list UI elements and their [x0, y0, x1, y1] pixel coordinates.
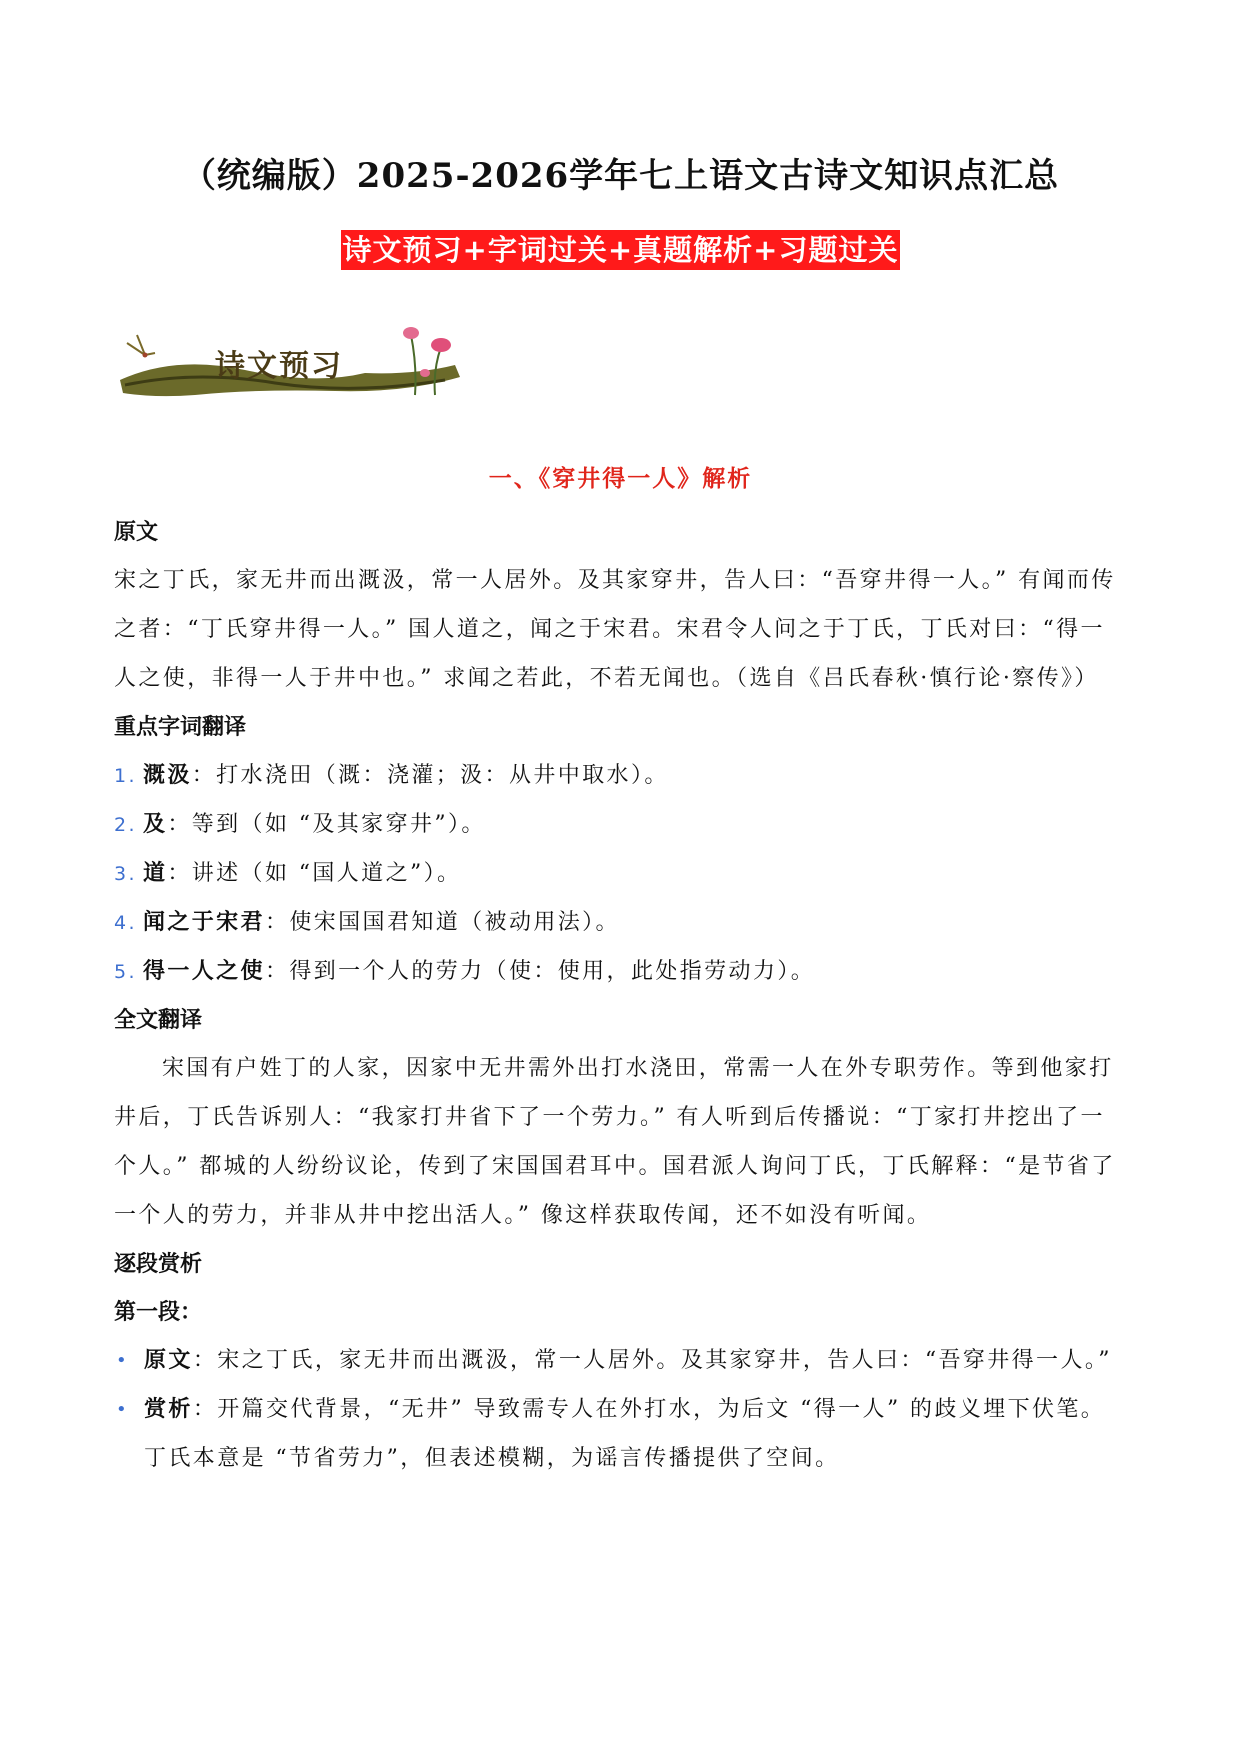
- vocab-item: [114, 898, 1129, 947]
- page-title: （统编版）2025-2026学年七上语文古诗文知识点汇总: [181, 156, 1060, 196]
- list-number: 3.: [114, 863, 137, 885]
- analysis-desc: ：开篇交代背景，“无井” 导致需专人在外打水，为后文 “得一人” 的歧义埋下伏笔。丁氏本意是 “节省劳力”，但表述模糊，为谣言传播提供了空间。: [144, 1397, 1106, 1471]
- bullet-icon: •: [116, 1350, 130, 1371]
- vocab-desc: ：打水浇田（溉：浇灌；汲：从井中取水）。: [191, 763, 669, 788]
- section-heading: 一、《穿井得一人》解析: [488, 465, 753, 492]
- subtitle-row: [0, 230, 1241, 270]
- vocab-term: 得一人之使: [142, 958, 265, 984]
- content-body: [114, 508, 1129, 1483]
- page-subtitle: 诗文预习+字词过关+真题解析+习题过关: [341, 230, 901, 270]
- original-heading: 原文: [114, 519, 159, 545]
- original-text: 宋之丁氏，家无井而出溉汲，常一人居外。及其家穿井，告人曰：“吾穿井得一人。” 有闻而传之者：“丁氏穿井得一人。” 国人道之，闻之于宋君。宋君令人问之于丁氏，丁氏对曰：“得一人之使，非得一人于井中也。” 求闻之若此，不若无闻也。（选自《吕氏春秋·慎行论·察传》）: [114, 568, 1116, 691]
- list-number: 5.: [114, 961, 137, 983]
- vocab-list: [114, 751, 1129, 996]
- vocab-item: [114, 849, 1129, 898]
- section-banner: [115, 325, 475, 405]
- analysis-term: 原文: [144, 1347, 193, 1373]
- list-number: 1.: [114, 765, 137, 787]
- vocab-desc: ：等到（如 “及其家穿井”）。: [167, 812, 486, 837]
- analysis-item: [114, 1385, 1129, 1483]
- vocab-desc: ：使宋国国君知道（被动用法）。: [264, 910, 620, 935]
- analysis-desc: ：宋之丁氏，家无井而出溉汲，常一人居外。及其家穿井，告人曰：“吾穿井得一人。”: [192, 1348, 1112, 1373]
- analysis-item: [114, 1336, 1129, 1385]
- vocab-heading: 重点字词翻译: [114, 714, 247, 740]
- vocab-item: [114, 800, 1129, 849]
- vocab-term: 道: [142, 860, 168, 886]
- vocab-term: 溉汲: [142, 762, 192, 788]
- vocab-term: 闻之于宋君: [142, 909, 265, 935]
- banner-label: 诗文预习: [215, 349, 343, 384]
- analysis-term: 赏析: [144, 1396, 193, 1422]
- list-number: 2.: [114, 814, 137, 836]
- translation-text: 宋国有户姓丁的人家，因家中无井需外出打水浇田，常需一人在外专职劳作。等到他家打井后，丁氏告诉别人：“我家打井省下了一个劳力。” 有人听到后传播说：“丁家打井挖出了一个人。” 都城的人纷纷议论，传到了宋国国君耳中。国君派人询问丁氏，丁氏解释：“是节省了一个人的劳力，并非从井中挖出活人。” 像这样获取传闻，还不如没有听闻。: [114, 1056, 1116, 1228]
- paragraph-label: 第一段：: [114, 1299, 203, 1325]
- vocab-desc: ：得到一个人的劳力（使：使用，此处指劳动力）。: [264, 959, 816, 984]
- vocab-term: 及: [142, 811, 168, 837]
- list-number: 4.: [114, 912, 137, 934]
- vocab-item: [114, 947, 1129, 996]
- translation-heading: 全文翻译: [114, 1007, 203, 1033]
- bullet-icon: •: [116, 1399, 130, 1420]
- vocab-desc: ：讲述（如 “国人道之”）。: [167, 861, 462, 886]
- vocab-item: [114, 751, 1129, 800]
- analysis-heading: 逐段赏析: [114, 1251, 203, 1277]
